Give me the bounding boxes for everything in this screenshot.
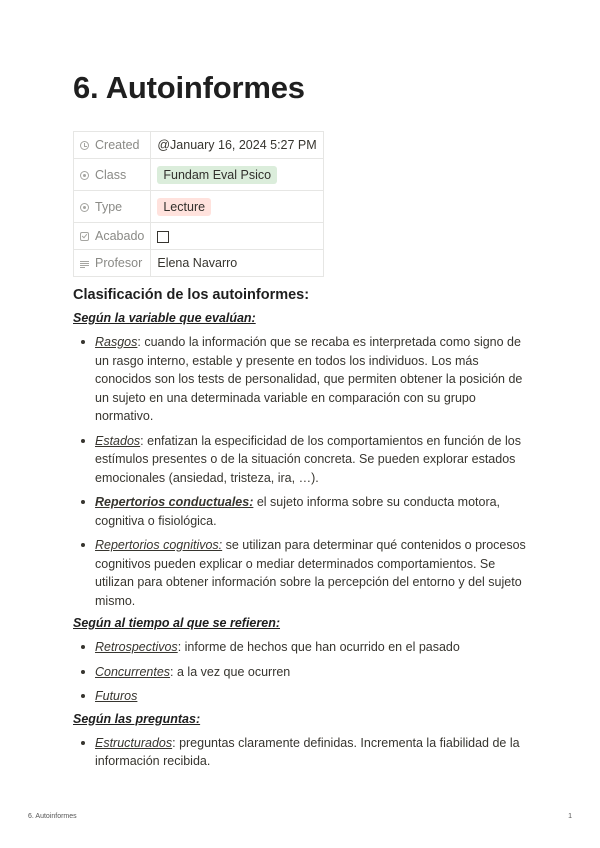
subsection-title: Según al tiempo al que se refieren: bbox=[73, 616, 281, 630]
properties-table bbox=[73, 131, 324, 277]
list-item: Repertorios cognitivos: se utilizan para determinar qué contenidos o procesos cognitivos pueden explicar o mediar determinados comportamientos. Se utilizan para obtener información sobre la percepción del entorno y del sujeto mismo. bbox=[73, 536, 528, 610]
subsection-title: Según la variable que evalúan: bbox=[73, 311, 256, 325]
property-value-created[interactable]: @January 16, 2024 5:27 PM bbox=[151, 132, 323, 159]
list-item: Concurrentes: a la vez que ocurren bbox=[73, 663, 528, 682]
section-heading: Clasificación de los autoinformes: bbox=[73, 287, 310, 303]
list-item: Futuros bbox=[73, 687, 528, 706]
list-item: Estructurados: preguntas claramente definidas. Incrementa la fiabilidad de la información recibida. bbox=[73, 734, 528, 771]
list-item: Estados: enfatizan la especificidad de los comportamientos en función de los estímulos presentes o de la situación concreta. Se pueden explorar estados emocionales (ansiedad, tristeza, ira, …). bbox=[73, 432, 528, 488]
property-key: Profesor bbox=[74, 250, 151, 277]
property-row-created bbox=[74, 132, 324, 159]
type-tag[interactable]: Lecture bbox=[157, 198, 211, 216]
property-row-profesor bbox=[74, 250, 324, 277]
select-icon bbox=[80, 171, 89, 180]
property-row-acabado bbox=[74, 223, 324, 250]
footer-page-title: 6. Autoinformes bbox=[28, 813, 77, 820]
footer-page-number: 1 bbox=[568, 813, 572, 820]
list-item: Retrospectivos: informe de hechos que han ocurrido en el pasado bbox=[73, 638, 528, 657]
property-key: Class bbox=[74, 159, 151, 191]
bullet-list bbox=[73, 638, 528, 706]
property-row-class bbox=[74, 159, 324, 191]
page-content bbox=[73, 287, 528, 777]
page-title: 6. Autoinformes bbox=[73, 70, 305, 105]
text-icon bbox=[80, 260, 89, 268]
clock-icon bbox=[80, 141, 89, 150]
property-key: Created bbox=[74, 132, 151, 159]
bullet-list bbox=[73, 734, 528, 771]
property-row-type bbox=[74, 191, 324, 223]
property-key: Type bbox=[74, 191, 151, 223]
bullet-list bbox=[73, 333, 528, 610]
list-item: Rasgos: cuando la información que se recaba es interpretada como signo de un rasgo interno, estable y presente en todos los individuos. Los más conocidos son los tests de personalidad, que permiten obtener la posición de un sujeto en una determinada variable en comparación con su grupo normativo. bbox=[73, 333, 528, 426]
select-icon bbox=[80, 203, 89, 212]
list-item: Repertorios conductuales: el sujeto informa sobre su conducta motora, cognitiva o fisiológica. bbox=[73, 493, 528, 530]
subsection-title: Según las preguntas: bbox=[73, 711, 201, 726]
acabado-checkbox[interactable] bbox=[157, 231, 169, 243]
property-value-profesor[interactable]: Elena Navarro bbox=[151, 250, 323, 277]
property-key: Acabado bbox=[74, 223, 151, 250]
class-tag[interactable]: Fundam Eval Psico bbox=[157, 166, 277, 184]
checkbox-property-icon bbox=[80, 232, 89, 241]
